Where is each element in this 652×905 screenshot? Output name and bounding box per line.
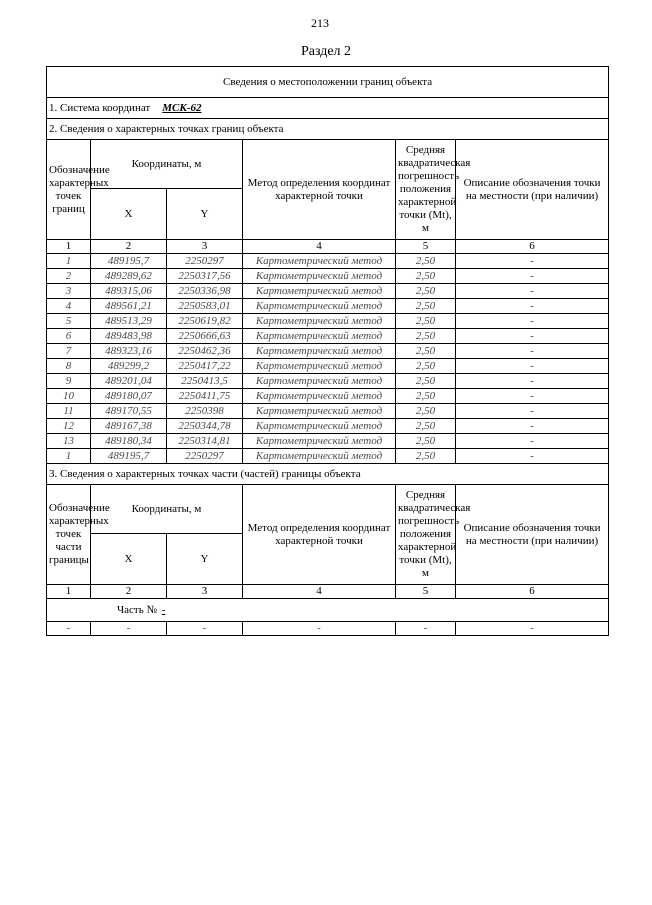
cell-point: 6: [47, 329, 91, 344]
cell-x: 489289,62: [91, 269, 167, 284]
cell-y: 2250583,01: [167, 299, 243, 314]
cell-method: Картометрический метод: [243, 389, 396, 404]
header-coords: Координаты, м: [91, 140, 243, 189]
cell-method: Картометрический метод: [243, 299, 396, 314]
cell-desc: -: [456, 404, 609, 419]
cell-x: 489561,21: [91, 299, 167, 314]
table-row: [47, 389, 609, 404]
cell-y: 2250297: [167, 449, 243, 464]
cell-point: 9: [47, 374, 91, 389]
cell-method: Картометрический метод: [243, 344, 396, 359]
cell-point: 3: [47, 284, 91, 299]
cell-y: 2250336,98: [167, 284, 243, 299]
cell-y: 2250314,81: [167, 434, 243, 449]
header-method: Метод определения координат характерной точки: [243, 140, 396, 240]
cell-method: Картометрический метод: [243, 419, 396, 434]
cell-mse: 2,50: [396, 314, 456, 329]
cell-y: 2250413,5: [167, 374, 243, 389]
cell-mse: 2,50: [396, 389, 456, 404]
table-row: [47, 404, 609, 419]
parts-header-y: Y: [167, 534, 243, 585]
parts-header-desc: Описание обозначения точки на местности (при наличии): [456, 485, 609, 585]
coord-system-label: 1. Система координат: [49, 101, 151, 114]
header-x: X: [91, 189, 167, 240]
cell-point: 5: [47, 314, 91, 329]
col-number: 6: [456, 585, 609, 599]
cell-x: 489201,04: [91, 374, 167, 389]
cell-x: 489483,98: [91, 329, 167, 344]
col-number: 5: [396, 585, 456, 599]
header-desc: Описание обозначения точки на местности (при наличии): [456, 140, 609, 240]
cell-point: 4: [47, 299, 91, 314]
cell-mse: 2,50: [396, 329, 456, 344]
cell-method: Картометрический метод: [243, 269, 396, 284]
cell-method: Картометрический метод: [243, 359, 396, 374]
empty-cell: -: [243, 622, 396, 636]
col-number: 6: [456, 240, 609, 254]
cell-point: 1: [47, 449, 91, 464]
cell-mse: 2,50: [396, 254, 456, 269]
empty-cell: -: [396, 622, 456, 636]
cell-y: 2250297: [167, 254, 243, 269]
cell-mse: 2,50: [396, 374, 456, 389]
cell-method: Картометрический метод: [243, 434, 396, 449]
part-number: -: [161, 603, 166, 616]
cell-y: 2250411,75: [167, 389, 243, 404]
part-label: Часть №: [117, 603, 157, 616]
cell-x: 489195,7: [91, 449, 167, 464]
page-number: 213: [311, 16, 329, 30]
table-row: [47, 299, 609, 314]
cell-desc: -: [456, 434, 609, 449]
cell-x: 489167,38: [91, 419, 167, 434]
table-row: [47, 374, 609, 389]
cell-x: 489180,34: [91, 434, 167, 449]
cell-point: 2: [47, 269, 91, 284]
cell-method: Картометрический метод: [243, 404, 396, 419]
cell-method: Картометрический метод: [243, 284, 396, 299]
cell-desc: -: [456, 374, 609, 389]
cell-point: 8: [47, 359, 91, 374]
points-section-title: 2. Сведения о характерных точках границ объекта: [47, 119, 609, 140]
col-number: 1: [47, 240, 91, 254]
header-y: Y: [167, 189, 243, 240]
coord-system-row: [47, 98, 609, 119]
parts-header-mse: Средняя квадратическая погрешность положения характерной точки (Mt), м: [396, 485, 456, 585]
table-row: [47, 434, 609, 449]
cell-method: Картометрический метод: [243, 329, 396, 344]
cell-desc: -: [456, 359, 609, 374]
table-row: [47, 419, 609, 434]
boundary-table: [46, 66, 609, 636]
cell-point: 12: [47, 419, 91, 434]
cell-mse: 2,50: [396, 404, 456, 419]
cell-method: Картометрический метод: [243, 314, 396, 329]
table-row: [47, 329, 609, 344]
cell-desc: -: [456, 314, 609, 329]
header-mse: Средняя квадратическая погрешность положения характерной точки (Mt), м: [396, 140, 456, 240]
coord-system-value: МСК-62: [162, 101, 202, 114]
part-row: [47, 599, 609, 622]
empty-cell: -: [47, 622, 91, 636]
table-row: [47, 344, 609, 359]
col-number: 1: [47, 585, 91, 599]
empty-cell: -: [91, 622, 167, 636]
cell-x: 489323,16: [91, 344, 167, 359]
cell-desc: -: [456, 284, 609, 299]
table-row: [47, 254, 609, 269]
cell-y: 2250619,82: [167, 314, 243, 329]
parts-section-title: 3. Сведения о характерных точках части (частей) границы объекта: [47, 464, 609, 485]
cell-x: 489195,7: [91, 254, 167, 269]
cell-point: 11: [47, 404, 91, 419]
cell-mse: 2,50: [396, 359, 456, 374]
section-title: Раздел 2: [300, 44, 352, 59]
cell-y: 2250344,78: [167, 419, 243, 434]
empty-cell: -: [167, 622, 243, 636]
table-row: [47, 269, 609, 284]
cell-x: 489513,29: [91, 314, 167, 329]
cell-point: 7: [47, 344, 91, 359]
cell-method: Картометрический метод: [243, 449, 396, 464]
cell-y: 2250317,56: [167, 269, 243, 284]
cell-point: 13: [47, 434, 91, 449]
cell-point: 10: [47, 389, 91, 404]
cell-point: 1: [47, 254, 91, 269]
parts-header-x: X: [91, 534, 167, 585]
cell-desc: -: [456, 419, 609, 434]
parts-header-point: Обозначение характерных точек части границы: [47, 485, 91, 585]
cell-mse: 2,50: [396, 344, 456, 359]
table-row: [47, 284, 609, 299]
header-point: Обозначение характерных точек границ: [47, 140, 91, 240]
table-row: [47, 449, 609, 464]
cell-x: 489180,07: [91, 389, 167, 404]
col-number: 4: [243, 585, 396, 599]
cell-y: 2250398: [167, 404, 243, 419]
cell-desc: -: [456, 449, 609, 464]
cell-desc: -: [456, 269, 609, 284]
table-title: Сведения о местоположении границ объекта: [47, 67, 609, 98]
cell-x: 489315,06: [91, 284, 167, 299]
col-number: 3: [167, 585, 243, 599]
cell-mse: 2,50: [396, 299, 456, 314]
cell-y: 2250462,36: [167, 344, 243, 359]
cell-desc: -: [456, 254, 609, 269]
cell-method: Картометрический метод: [243, 254, 396, 269]
col-number: 2: [91, 585, 167, 599]
cell-mse: 2,50: [396, 419, 456, 434]
cell-y: 2250666,63: [167, 329, 243, 344]
cell-mse: 2,50: [396, 269, 456, 284]
table-row: [47, 314, 609, 329]
empty-cell: -: [456, 622, 609, 636]
cell-desc: -: [456, 389, 609, 404]
cell-method: Картометрический метод: [243, 374, 396, 389]
col-number: 2: [91, 240, 167, 254]
col-number: 4: [243, 240, 396, 254]
cell-x: 489170,55: [91, 404, 167, 419]
cell-x: 489299,2: [91, 359, 167, 374]
col-number: 5: [396, 240, 456, 254]
cell-desc: -: [456, 344, 609, 359]
cell-mse: 2,50: [396, 434, 456, 449]
cell-mse: 2,50: [396, 284, 456, 299]
parts-header-method: Метод определения координат характерной точки: [243, 485, 396, 585]
cell-desc: -: [456, 329, 609, 344]
parts-header-coords: Координаты, м: [91, 485, 243, 534]
cell-y: 2250417,22: [167, 359, 243, 374]
col-number: 3: [167, 240, 243, 254]
table-row: [47, 359, 609, 374]
cell-mse: 2,50: [396, 449, 456, 464]
cell-desc: -: [456, 299, 609, 314]
